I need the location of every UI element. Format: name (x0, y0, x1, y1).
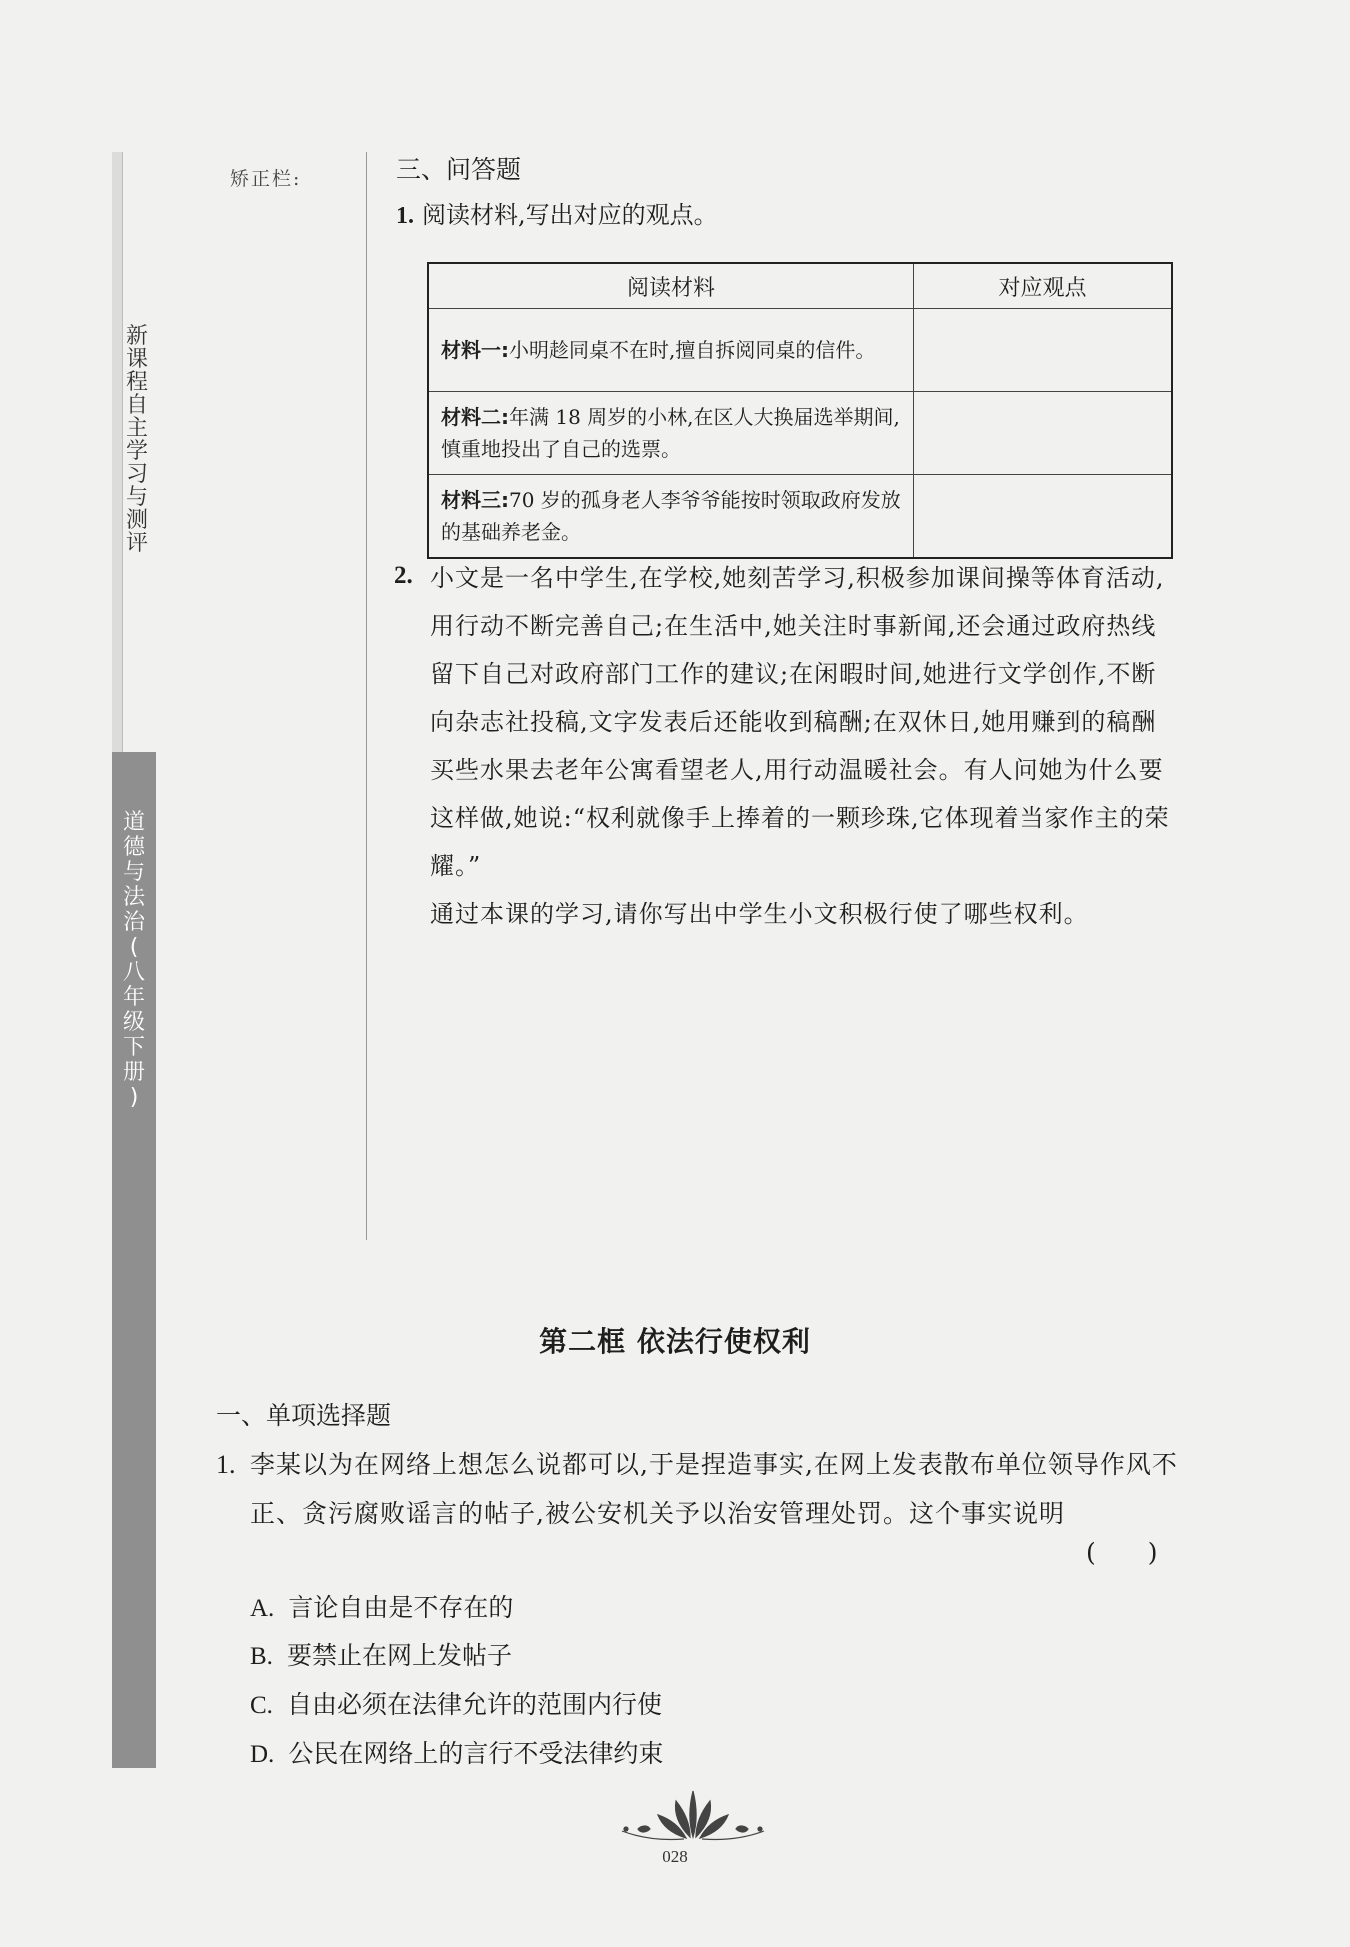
sidebar-title-char: 八 (122, 960, 145, 985)
sidebar-title-char: 德 (122, 835, 145, 860)
material-text: 小明趁同桌不在时,擅自拆阅同桌的信件。 (509, 338, 876, 362)
sidebar-title-char: 主 (125, 416, 148, 441)
sidebar-bottom-title (118, 810, 150, 1110)
section-title-single-choice: 一、单项选择题 (216, 1401, 392, 1430)
correction-label: 矫正栏: (230, 168, 302, 190)
table-header-materials: 阅读材料 (428, 263, 914, 309)
option-letter: C. (250, 1692, 273, 1719)
option-b[interactable] (250, 1636, 512, 1677)
sidebar-title-char: 学 (125, 439, 148, 464)
material-label: 材料一: (441, 338, 509, 362)
material-cell (428, 309, 914, 392)
materials-table (427, 262, 1173, 559)
sidebar-title-char: 自 (125, 393, 148, 418)
material-cell (428, 475, 914, 559)
correction-column-divider (366, 152, 367, 1240)
mc-question-stem: 李某以为在网络上想怎么说都可以,于是捏造事实,在网上发表散布单位领导作风不正、贪污腐败谣言的帖子,被公安机关予以治安管理处罚。这个事实说明 (250, 1450, 1178, 1528)
viewpoint-answer-cell[interactable] (914, 392, 1173, 475)
sidebar-title-char: 级 (122, 1010, 145, 1035)
sidebar-title-char: 程 (125, 370, 148, 395)
leaf-ornament-icon (618, 1785, 768, 1845)
sidebar-title-char: 册 (122, 1060, 145, 1085)
table-row (428, 392, 1172, 475)
material-text: 70 岁的孤身老人李爷爷能按时领取政府发放的基础养老金。 (441, 488, 901, 544)
sidebar-title-char: 课 (125, 347, 148, 372)
question-2-passage: 小文是一名中学生,在学校,她刻苦学习,积极参加课间操等体育活动,用行动不断完善自己;在生活中,她关注时事新闻,还会通过政府热线留下自己对政府部门工作的建议;在闲暇时间,她进行文学创作,不断向杂志社投稿,文字发表后还能收到稿酬;在双休日,她用赚到的稿酬买些水果去老年公寓看望老人,用行动温暖社会。有人问她为什么要这样做,她说:“权利就像手上捧着的一颗珍珠,它体现着当家作主的荣耀。” (430, 564, 1170, 880)
sidebar-title-char: 与 (125, 485, 148, 510)
sidebar-title-char: 道 (122, 810, 145, 835)
material-label: 材料二: (441, 405, 509, 429)
table-header-row (428, 263, 1172, 309)
option-a[interactable] (250, 1588, 513, 1629)
viewpoint-answer-cell[interactable] (914, 475, 1173, 559)
mc-question-number: 1. (216, 1450, 236, 1479)
question-text: 阅读材料,写出对应的观点。 (422, 201, 718, 229)
question-1-prompt (396, 200, 718, 231)
material-label: 材料三: (441, 488, 509, 512)
option-text: 公民在网络上的言行不受法律约束 (288, 1739, 664, 1768)
material-text: 年满 18 周岁的小林,在区人大换届选举期间,慎重地投出了自己的选票。 (441, 405, 900, 461)
sidebar-title-char: ( (129, 935, 139, 960)
material-cell (428, 392, 914, 475)
lesson-frame-title: 第二框 依法行使权利 (539, 1325, 811, 1358)
page-number: 028 (662, 1847, 688, 1866)
option-text: 自由必须在法律允许的范围内行使 (286, 1690, 662, 1719)
table-row (428, 475, 1172, 559)
section-title-qa: 三、问答题 (396, 155, 522, 184)
option-letter: A. (250, 1595, 275, 1622)
question-2-prompt: 通过本课的学习,请你写出中学生小文积极行使了哪些权利。 (430, 900, 1089, 928)
viewpoint-answer-cell[interactable] (914, 309, 1173, 392)
sidebar-title-char: 年 (122, 985, 145, 1010)
sidebar-title-char: 测 (125, 508, 148, 533)
question-2-number: 2. (394, 562, 413, 589)
option-text: 要禁止在网上发帖子 (286, 1641, 512, 1670)
sidebar-title-char: ) (129, 1085, 139, 1110)
sidebar-title-char: 下 (122, 1035, 145, 1060)
option-text: 言论自由是不存在的 (288, 1593, 514, 1622)
sidebar-title-char: 法 (122, 885, 145, 910)
sidebar-title-char: 评 (125, 531, 148, 556)
option-d[interactable] (250, 1734, 663, 1775)
answer-blank[interactable]: ( ) (1086, 1538, 1180, 1567)
sidebar-title-char: 新 (125, 324, 148, 349)
option-c[interactable] (250, 1685, 662, 1726)
sidebar-top-title (122, 325, 152, 555)
sidebar-title-char: 习 (125, 462, 148, 487)
sidebar-title-char: 治 (122, 910, 145, 935)
table-header-viewpoint: 对应观点 (914, 263, 1173, 309)
sidebar-title-char: 与 (122, 860, 145, 885)
option-letter: D. (250, 1741, 275, 1768)
question-number: 1. (396, 203, 414, 229)
table-row (428, 309, 1172, 392)
option-letter: B. (250, 1643, 273, 1670)
